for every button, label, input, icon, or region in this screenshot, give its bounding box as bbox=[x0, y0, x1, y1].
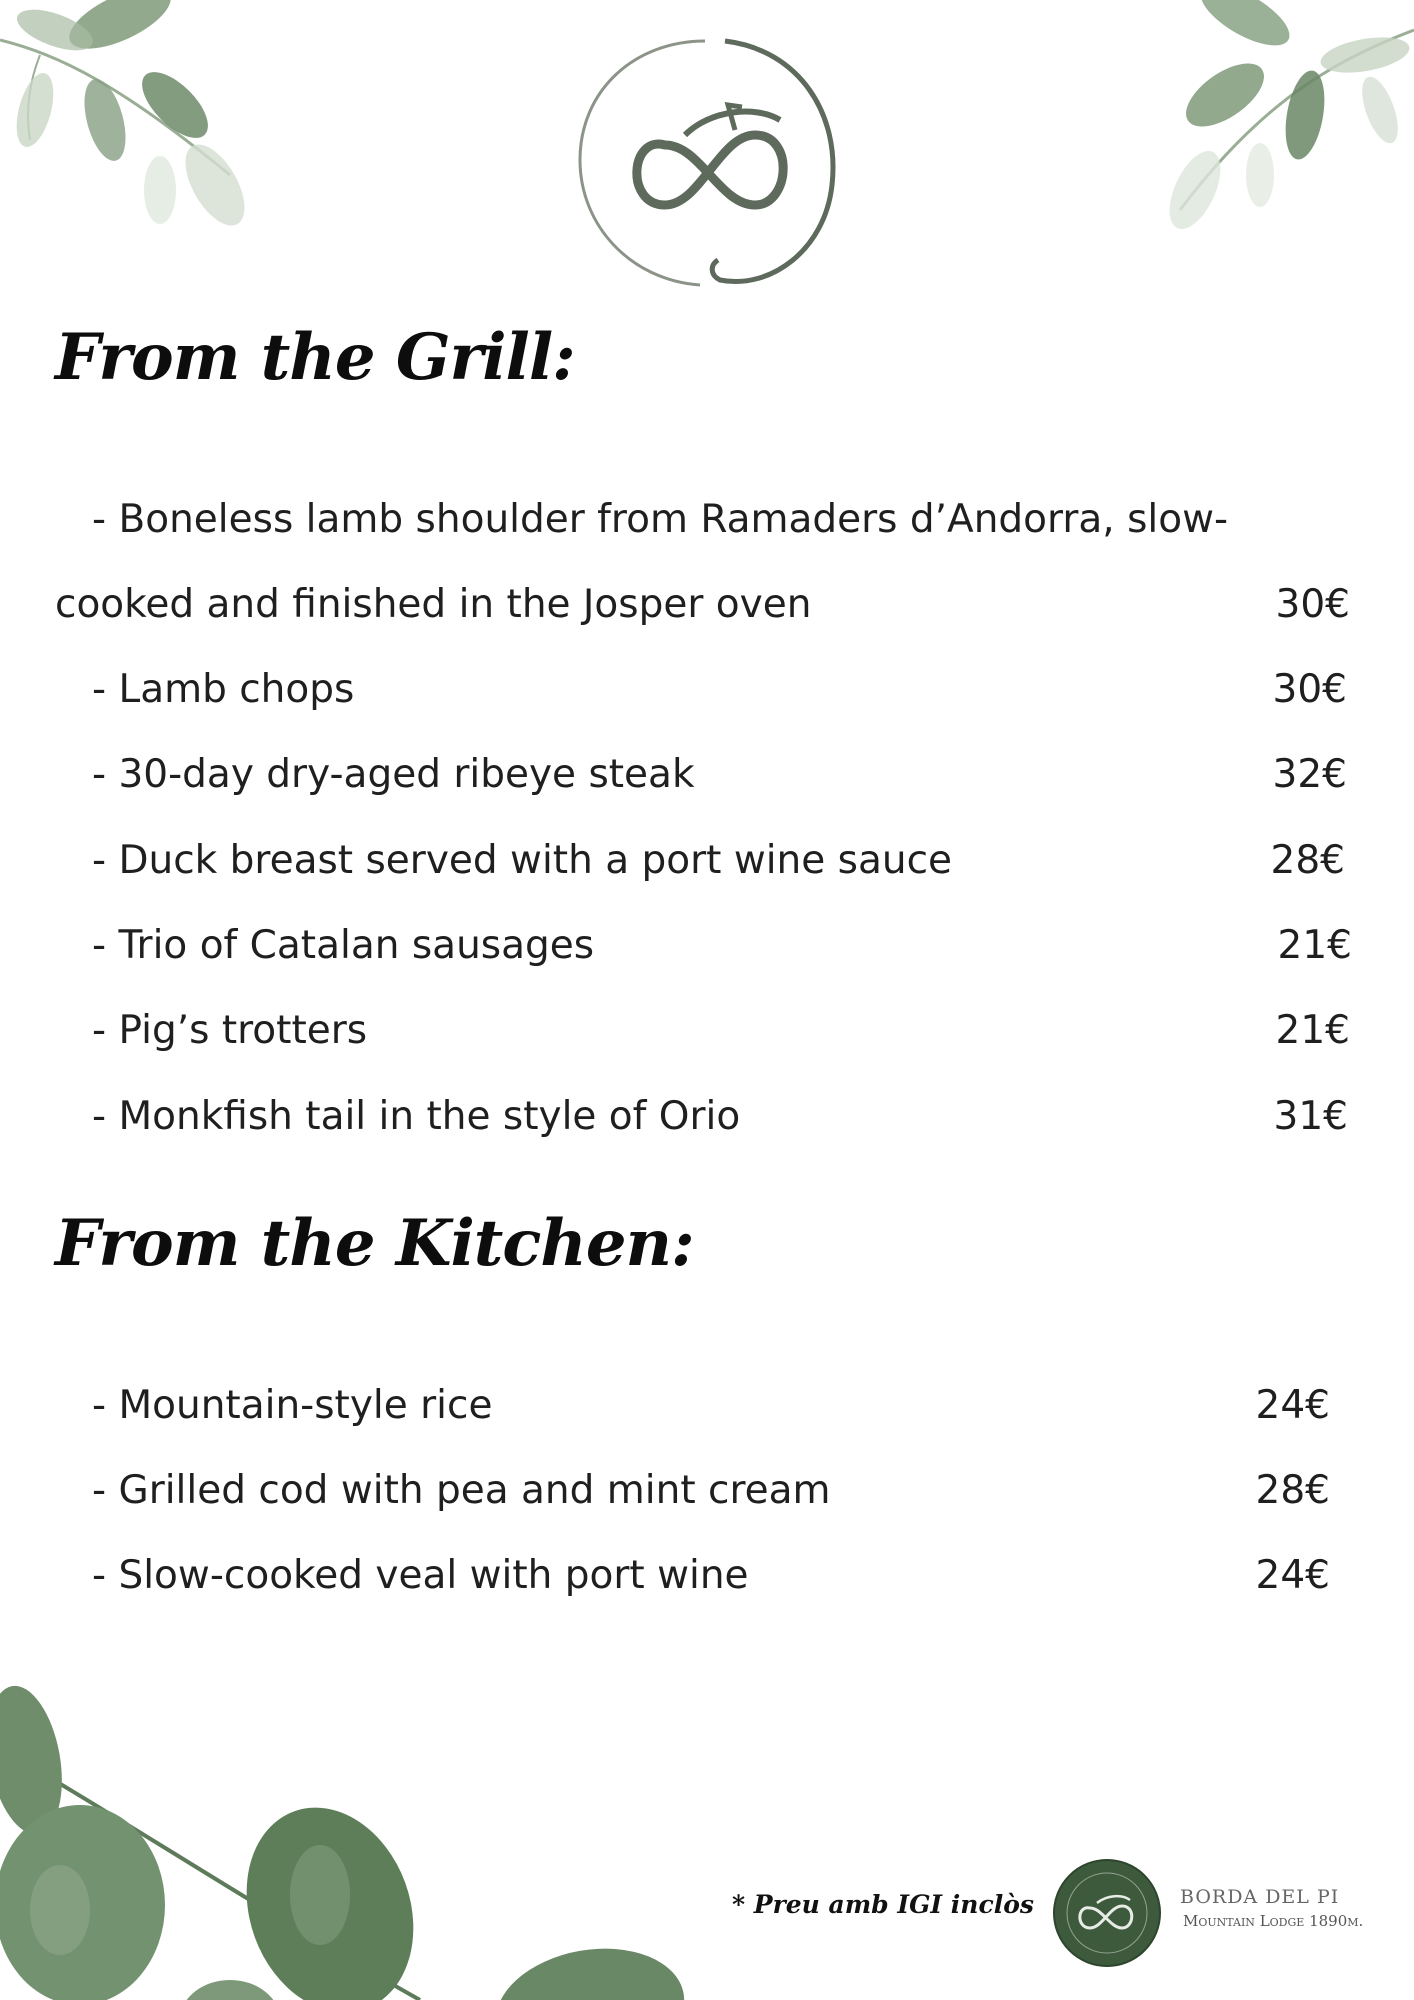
leaf-branch-icon bbox=[1150, 0, 1414, 240]
menu-item-price: 30€ bbox=[1272, 667, 1347, 712]
menu-item-price: 21€ bbox=[1277, 923, 1352, 968]
menu-item-lamb-chops: - Lamb chops bbox=[92, 667, 355, 712]
menu-item-price: 32€ bbox=[1272, 752, 1347, 797]
menu-item-duck-breast: - Duck breast served with a port wine sauce bbox=[92, 838, 953, 883]
menu-item-price: 24€ bbox=[1255, 1383, 1330, 1428]
eucalyptus-leaves-icon bbox=[0, 1680, 740, 2000]
section-title-kitchen: From the Kitchen: bbox=[55, 1206, 694, 1281]
menu-item-grilled-cod: - Grilled cod with pea and mint cream bbox=[92, 1468, 831, 1513]
menu-item-ribeye: - 30-day dry-aged ribeye steak bbox=[92, 752, 695, 797]
menu-item-price: 30€ bbox=[1275, 582, 1350, 627]
borda-del-pi-monogram-icon bbox=[570, 35, 850, 295]
menu-item-slow-cooked-veal: - Slow-cooked veal with port wine bbox=[92, 1553, 749, 1598]
brand-name: BORDA DEL PI bbox=[1180, 1886, 1340, 1908]
menu-item-price: 31€ bbox=[1273, 1094, 1348, 1139]
menu-item-lamb-shoulder-line2: cooked and finished in the Josper oven bbox=[55, 582, 812, 627]
menu-item-catalan-sausages: - Trio of Catalan sausages bbox=[92, 923, 595, 968]
menu-item-lamb-shoulder-line1: - Boneless lamb shoulder from Ramaders d’Andorra, slow- bbox=[92, 497, 1229, 542]
menu-item-price: 28€ bbox=[1255, 1468, 1330, 1513]
menu-item-monkfish: - Monkfish tail in the style of Orio bbox=[92, 1094, 741, 1139]
menu-item-price: 28€ bbox=[1270, 838, 1345, 883]
leaf-branch-icon bbox=[0, 0, 260, 240]
tax-footnote: * Preu amb IGI inclòs bbox=[732, 1890, 1034, 1919]
borda-del-pi-round-logo-icon bbox=[1052, 1858, 1162, 1968]
menu-item-mountain-rice: - Mountain-style rice bbox=[92, 1383, 493, 1428]
section-title-grill: From the Grill: bbox=[55, 320, 575, 395]
brand-subtitle: Mountain Lodge 1890m. bbox=[1183, 1912, 1364, 1930]
menu-item-price: 21€ bbox=[1275, 1008, 1350, 1053]
menu-item-price: 24€ bbox=[1255, 1553, 1330, 1598]
menu-item-pigs-trotters: - Pig’s trotters bbox=[92, 1008, 368, 1053]
